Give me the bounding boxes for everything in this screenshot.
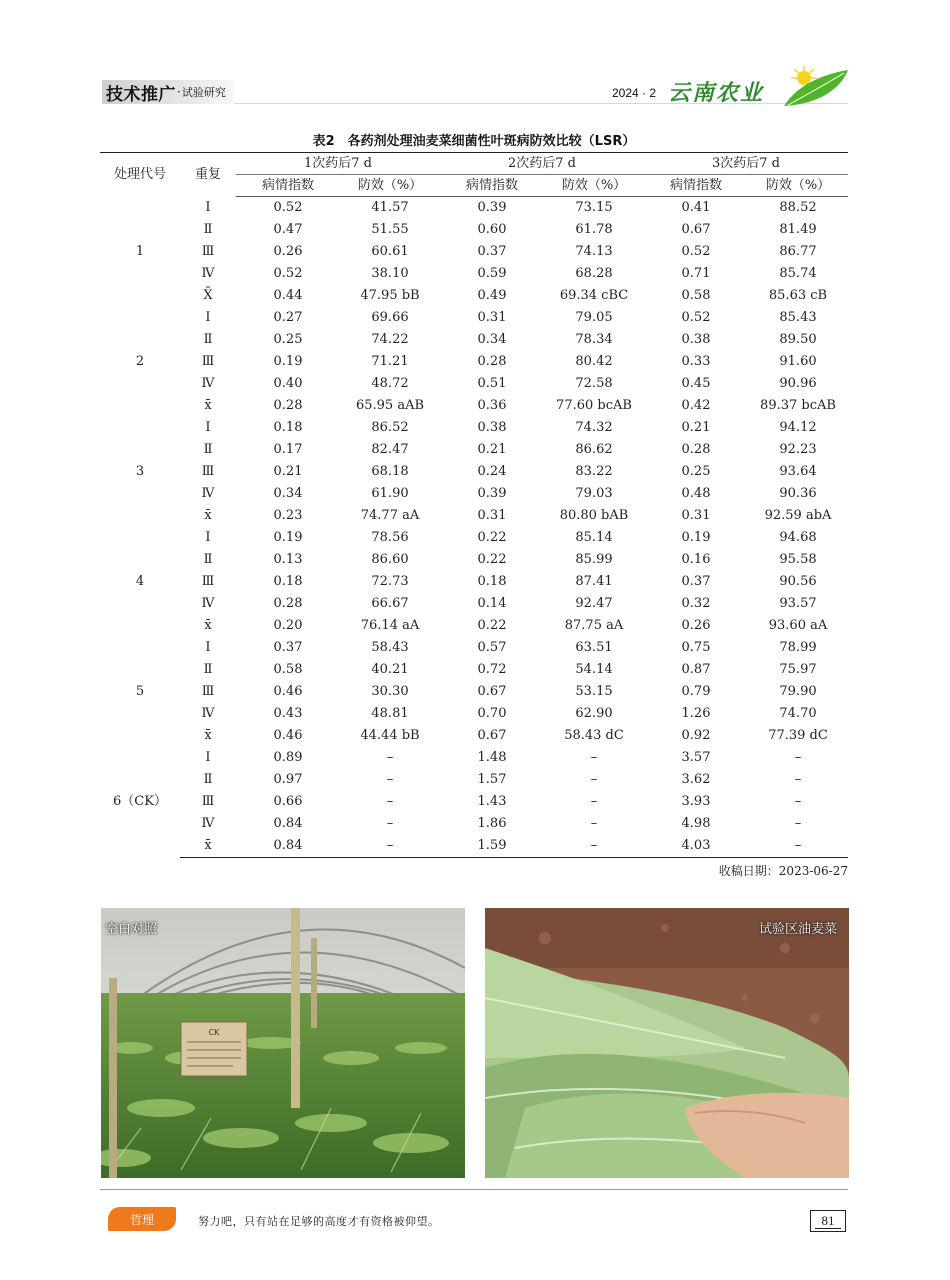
lettuce-photo-icon <box>485 908 849 1178</box>
replicate-cell: Ⅱ <box>203 662 213 677</box>
efficacy-cell: 44.44 bB <box>360 728 420 743</box>
disease-index-cell: 4.98 <box>681 816 711 831</box>
table-row <box>100 461 848 483</box>
disease-index-cell: 0.58 <box>273 662 303 677</box>
efficacy-cell: 38.10 <box>371 266 409 281</box>
efficacy-cell: 58.43 dC <box>564 728 624 743</box>
disease-index-cell: 0.32 <box>681 596 711 611</box>
photo-caption-left: 空白对照 <box>105 922 158 937</box>
replicate-cell: Ⅰ <box>205 750 211 765</box>
disease-index-cell: 0.39 <box>477 200 507 215</box>
replicate-cell: Ⅰ <box>205 420 211 435</box>
efficacy-cell: 90.36 <box>779 486 817 501</box>
treatment-code: 6（CK） <box>113 794 167 810</box>
table-row <box>100 219 848 241</box>
photo-caption-right: 试验区油麦菜 <box>758 922 837 937</box>
efficacy-cell: 77.60 bcAB <box>556 398 632 413</box>
disease-index-cell: 0.67 <box>477 728 507 743</box>
efficacy-cell: 91.60 <box>779 354 817 369</box>
efficacy-cell: – <box>794 794 802 809</box>
replicate-cell: Ⅰ <box>205 530 211 545</box>
efficacy-cell: 95.58 <box>779 552 817 567</box>
replicate-cell: Ⅳ <box>201 486 215 501</box>
disease-index-cell: 0.31 <box>681 508 711 523</box>
disease-index-cell: 0.28 <box>273 596 303 611</box>
efficacy-cell: 85.43 <box>779 310 817 325</box>
disease-index-cell: 0.34 <box>273 486 303 501</box>
disease-index-cell: 1.57 <box>477 772 507 787</box>
section-name: 技术推广 <box>106 84 176 105</box>
efficacy-cell: 74.32 <box>575 420 613 435</box>
table-row <box>100 835 848 858</box>
section-header <box>102 80 234 104</box>
disease-index-cell: 0.46 <box>273 728 303 743</box>
efficacy-cell: 86.62 <box>575 442 613 457</box>
table-row <box>100 681 848 703</box>
replicate-cell: Ⅲ <box>201 684 215 699</box>
table-row <box>100 615 848 637</box>
efficacy-cell: 85.74 <box>779 266 817 281</box>
disease-index-cell: 3.57 <box>681 750 711 765</box>
treatment-code: 4 <box>135 574 145 589</box>
disease-index-cell: 0.16 <box>681 552 711 567</box>
efficacy-cell: 54.14 <box>575 662 613 677</box>
replicate-cell: X̄ <box>203 288 213 303</box>
disease-index-cell: 0.38 <box>681 332 711 347</box>
disease-index-cell: 0.37 <box>273 640 303 655</box>
table-row <box>100 791 848 813</box>
table-row <box>100 527 848 549</box>
replicate-cell: x̄ <box>204 618 212 633</box>
issue-number: 2024 · 2 <box>612 86 657 100</box>
efficacy-cell: 40.21 <box>371 662 409 677</box>
section-separator: · <box>177 85 181 99</box>
header-efficacy: 防效（%） <box>340 175 440 197</box>
disease-index-cell: 0.21 <box>477 442 507 457</box>
header-replicate: 重复 <box>180 153 236 197</box>
disease-index-cell: 0.60 <box>477 222 507 237</box>
disease-index-cell: 0.67 <box>477 684 507 699</box>
disease-index-cell: 0.79 <box>681 684 711 699</box>
header-efficacy: 防效（%） <box>544 175 644 197</box>
efficacy-cell: 78.56 <box>371 530 409 545</box>
efficacy-cell: 86.60 <box>371 552 409 567</box>
table-row <box>100 197 848 220</box>
table-row <box>100 439 848 461</box>
efficacy-cell: 78.99 <box>779 640 817 655</box>
efficacy-cell: 89.37 bcAB <box>760 398 836 413</box>
efficacy-cell: 79.05 <box>575 310 613 325</box>
efficacy-cell: – <box>794 750 802 765</box>
disease-index-cell: 0.89 <box>273 750 303 765</box>
disease-index-cell: 0.38 <box>477 420 507 435</box>
efficacy-cell: 51.55 <box>371 222 409 237</box>
table-row <box>100 417 848 439</box>
efficacy-cell: 61.78 <box>575 222 613 237</box>
efficacy-cell: 60.61 <box>371 244 409 259</box>
replicate-cell: Ⅲ <box>201 574 215 589</box>
efficacy-cell: – <box>590 794 598 809</box>
efficacy-cell: 93.60 aA <box>768 618 828 633</box>
disease-index-cell: 0.52 <box>681 244 711 259</box>
table-row <box>100 351 848 373</box>
disease-index-cell: 0.71 <box>681 266 711 281</box>
efficacy-cell: 86.77 <box>779 244 817 259</box>
disease-index-cell: 0.49 <box>477 288 507 303</box>
table-row <box>100 373 848 395</box>
efficacy-cell: 41.57 <box>371 200 409 215</box>
table-row <box>100 747 848 769</box>
table-row <box>100 593 848 615</box>
table-row <box>100 329 848 351</box>
disease-index-cell: 0.18 <box>477 574 507 589</box>
efficacy-cell: 30.30 <box>371 684 409 699</box>
efficacy-cell: 92.59 abA <box>764 508 832 523</box>
disease-index-cell: 0.42 <box>681 398 711 413</box>
disease-index-cell: 0.17 <box>273 442 303 457</box>
table-row <box>100 703 848 725</box>
replicate-cell: Ⅰ <box>205 310 211 325</box>
disease-index-cell: 0.20 <box>273 618 303 633</box>
disease-index-cell: 0.92 <box>681 728 711 743</box>
efficacy-cell: 76.14 aA <box>360 618 420 633</box>
treatment-code: 1 <box>135 243 145 259</box>
efficacy-cell: 80.80 bAB <box>559 508 629 523</box>
efficacy-cell: – <box>590 772 598 787</box>
efficacy-cell: 83.22 <box>575 464 613 479</box>
disease-index-cell: 0.28 <box>273 398 303 413</box>
header-group-2: 2次药后7 d <box>440 153 644 175</box>
efficacy-cell: 82.47 <box>371 442 409 457</box>
efficacy-cell: 79.03 <box>575 486 613 501</box>
disease-index-cell: 0.41 <box>681 200 711 215</box>
efficacy-cell: 85.99 <box>575 552 613 567</box>
replicate-cell: x̄ <box>204 398 212 413</box>
efficacy-cell: 74.77 aA <box>360 508 420 523</box>
disease-index-cell: 0.59 <box>477 266 507 281</box>
efficacy-cell: – <box>386 750 394 765</box>
disease-index-cell: 0.47 <box>273 222 303 237</box>
disease-index-cell: 0.22 <box>477 552 507 567</box>
efficacy-cell: 89.50 <box>779 332 817 347</box>
efficacy-table <box>100 152 848 858</box>
efficacy-cell: 94.68 <box>779 530 817 545</box>
disease-index-cell: 0.72 <box>477 662 507 677</box>
greenhouse-photo-icon <box>101 908 465 1178</box>
replicate-cell: x̄ <box>180 835 236 858</box>
disease-index-cell: 1.26 <box>681 706 711 721</box>
table-row <box>100 285 848 307</box>
table-row <box>100 813 848 835</box>
disease-index-cell: 3.62 <box>681 772 711 787</box>
disease-index-cell: 0.25 <box>681 464 711 479</box>
disease-index-cell: 0.43 <box>273 706 303 721</box>
efficacy-cell: 68.18 <box>371 464 409 479</box>
table-row <box>100 549 848 571</box>
disease-index-cell: 0.26 <box>681 618 711 633</box>
efficacy-cell: 72.73 <box>371 574 409 589</box>
disease-index-cell: 0.52 <box>273 266 303 281</box>
disease-index-cell: 0.58 <box>681 288 711 303</box>
footer-quote: 努力吧，只有站在足够的高度才有资格被仰望。 <box>198 1215 440 1228</box>
disease-index-cell: 0.70 <box>477 706 507 721</box>
efficacy-cell: 85.63 cB <box>768 288 828 303</box>
received-date: 收稿日期：2023-06-27 <box>718 864 848 878</box>
efficacy-cell: – <box>748 835 848 858</box>
treatment-code: 5 <box>135 684 145 699</box>
disease-index-cell: 0.39 <box>477 486 507 501</box>
sun-leaf-logo-icon <box>778 64 850 108</box>
header-disease-index: 病情指数 <box>644 175 748 197</box>
efficacy-cell: – <box>544 835 644 858</box>
efficacy-cell: 61.90 <box>371 486 409 501</box>
disease-index-cell: 0.13 <box>273 552 303 567</box>
table-row <box>100 637 848 659</box>
efficacy-cell: – <box>386 816 394 831</box>
efficacy-cell: 90.96 <box>779 376 817 391</box>
disease-index-cell: 0.21 <box>273 464 303 479</box>
efficacy-cell: 69.34 cBC <box>559 288 629 303</box>
journal-brand: 云南农业 <box>668 80 765 106</box>
disease-index-cell: 0.37 <box>681 574 711 589</box>
efficacy-cell: 94.12 <box>779 420 817 435</box>
disease-index-cell: 0.31 <box>477 508 507 523</box>
header-treatment-code: 处理代号 <box>100 153 180 197</box>
replicate-cell: Ⅲ <box>201 794 215 809</box>
efficacy-cell: 93.64 <box>779 464 817 479</box>
header-group-3: 3次药后7 d <box>644 153 848 175</box>
replicate-cell: x̄ <box>204 508 212 523</box>
efficacy-cell: 75.97 <box>779 662 817 677</box>
efficacy-cell: – <box>794 816 802 831</box>
disease-index-cell: 0.19 <box>273 530 303 545</box>
efficacy-cell: 78.34 <box>575 332 613 347</box>
disease-index-cell: 0.19 <box>681 530 711 545</box>
efficacy-cell: 92.23 <box>779 442 817 457</box>
disease-index-cell: 0.84 <box>273 816 303 831</box>
disease-index-cell: 0.84 <box>236 835 340 858</box>
page-number: 81 <box>810 1210 846 1232</box>
efficacy-cell: – <box>794 772 802 787</box>
disease-index-cell: 0.67 <box>681 222 711 237</box>
disease-index-cell: 0.36 <box>477 398 507 413</box>
efficacy-cell: 62.90 <box>575 706 613 721</box>
disease-index-cell: 0.46 <box>273 684 303 699</box>
disease-index-cell: 0.19 <box>273 354 303 369</box>
efficacy-cell: 77.39 dC <box>768 728 828 743</box>
replicate-cell: Ⅱ <box>203 552 213 567</box>
replicate-cell: Ⅲ <box>201 354 215 369</box>
replicate-cell: Ⅳ <box>201 376 215 391</box>
efficacy-cell: 72.58 <box>575 376 613 391</box>
replicate-cell: Ⅰ <box>205 199 211 215</box>
replicate-cell: Ⅱ <box>203 772 213 787</box>
replicate-cell: Ⅲ <box>201 464 215 479</box>
disease-index-cell: 3.93 <box>681 794 711 809</box>
efficacy-cell: 87.41 <box>575 574 613 589</box>
efficacy-cell: – <box>340 835 440 858</box>
efficacy-cell: 80.42 <box>575 354 613 369</box>
disease-index-cell: 1.43 <box>477 794 507 809</box>
efficacy-cell: 63.51 <box>575 640 613 655</box>
replicate-cell: Ⅱ <box>203 442 213 457</box>
efficacy-cell: 93.57 <box>779 596 817 611</box>
efficacy-cell: 66.67 <box>371 596 409 611</box>
disease-index-cell: 0.40 <box>273 376 303 391</box>
efficacy-cell: 48.72 <box>371 376 409 391</box>
efficacy-cell: – <box>386 794 394 809</box>
table-row <box>100 241 848 263</box>
treatment-code: 3 <box>135 464 145 479</box>
disease-index-cell: 0.27 <box>273 310 303 325</box>
efficacy-cell: 74.70 <box>779 706 817 721</box>
efficacy-cell: 86.52 <box>371 420 409 435</box>
disease-index-cell: 0.44 <box>273 288 303 303</box>
table-row <box>100 659 848 681</box>
replicate-cell: Ⅳ <box>201 596 215 611</box>
efficacy-cell: 53.15 <box>575 684 613 699</box>
header-efficacy: 防效（%） <box>748 175 848 197</box>
disease-index-cell: 0.48 <box>681 486 711 501</box>
efficacy-cell: 69.66 <box>371 310 409 325</box>
disease-index-cell: 0.66 <box>273 794 303 809</box>
disease-index-cell: 0.14 <box>477 596 507 611</box>
efficacy-cell: 65.95 aAB <box>355 398 425 413</box>
table-row <box>100 307 848 329</box>
table-body <box>100 197 848 858</box>
disease-index-cell: 0.22 <box>477 530 507 545</box>
table-row <box>100 571 848 593</box>
efficacy-cell: 73.15 <box>575 200 613 215</box>
table-row <box>100 769 848 791</box>
efficacy-cell: 74.22 <box>371 332 409 347</box>
efficacy-cell: 90.56 <box>779 574 817 589</box>
disease-index-cell: 0.25 <box>273 332 303 347</box>
header-disease-index: 病情指数 <box>236 175 340 197</box>
table-row <box>100 505 848 527</box>
disease-index-cell: 0.87 <box>681 662 711 677</box>
efficacy-cell: 87.75 aA <box>564 618 624 633</box>
efficacy-cell: – <box>590 750 598 765</box>
efficacy-cell: 81.49 <box>779 222 817 237</box>
disease-index-cell: 0.18 <box>273 420 303 435</box>
disease-index-cell: 0.51 <box>477 376 507 391</box>
efficacy-cell: – <box>386 772 394 787</box>
photo-trial-lettuce <box>485 908 849 1178</box>
subsection-name: 试验研究 <box>181 86 226 99</box>
disease-index-cell: 0.75 <box>681 640 711 655</box>
replicate-cell: Ⅳ <box>201 706 215 721</box>
header-group-1: 1次药后7 d <box>236 153 440 175</box>
efficacy-cell: 71.21 <box>371 354 409 369</box>
efficacy-cell: 47.95 bB <box>360 288 420 303</box>
disease-index-cell: 0.21 <box>681 420 711 435</box>
replicate-cell: Ⅳ <box>201 816 215 831</box>
replicate-cell: Ⅰ <box>205 640 211 655</box>
replicate-cell: Ⅲ <box>201 244 215 259</box>
table-title: 表2 各药剂处理油麦菜细菌性叶斑病防效比较（LSR） <box>312 134 636 149</box>
table-row <box>100 263 848 285</box>
disease-index-cell: 0.31 <box>477 310 507 325</box>
disease-index-cell: 0.52 <box>273 200 303 215</box>
efficacy-cell: 88.52 <box>779 200 817 215</box>
disease-index-cell: 1.59 <box>440 835 544 858</box>
efficacy-cell: 48.81 <box>371 706 409 721</box>
replicate-cell: Ⅳ <box>201 266 215 281</box>
disease-index-cell: 1.48 <box>477 750 507 765</box>
disease-index-cell: 1.86 <box>477 816 507 831</box>
treatment-code: 2 <box>135 354 145 369</box>
efficacy-cell: 58.43 <box>371 640 409 655</box>
disease-index-cell: 0.22 <box>477 618 507 633</box>
disease-index-cell: 0.45 <box>681 376 711 391</box>
table-row <box>100 483 848 505</box>
sign-label: CK <box>208 1028 220 1037</box>
disease-index-cell: 0.28 <box>477 354 507 369</box>
disease-index-cell: 0.18 <box>273 574 303 589</box>
disease-index-cell: 0.23 <box>273 508 303 523</box>
photo-blank-control <box>101 908 465 1178</box>
disease-index-cell: 0.57 <box>477 640 507 655</box>
efficacy-cell: 92.47 <box>575 596 613 611</box>
disease-index-cell: 0.37 <box>477 244 507 259</box>
efficacy-cell: – <box>590 816 598 831</box>
disease-index-cell: 4.03 <box>644 835 748 858</box>
disease-index-cell: 0.24 <box>477 464 507 479</box>
efficacy-cell: 85.14 <box>575 530 613 545</box>
table-row <box>100 725 848 747</box>
philosophy-badge: 哲理 <box>108 1207 176 1231</box>
replicate-cell: Ⅱ <box>203 222 213 237</box>
footer-divider <box>100 1189 848 1190</box>
efficacy-cell: 68.28 <box>575 266 613 281</box>
efficacy-cell: 79.90 <box>779 684 817 699</box>
disease-index-cell: 0.26 <box>273 244 303 259</box>
efficacy-cell: 74.13 <box>575 244 613 259</box>
disease-index-cell: 0.28 <box>681 442 711 457</box>
disease-index-cell: 0.34 <box>477 332 507 347</box>
replicate-cell: Ⅱ <box>203 332 213 347</box>
disease-index-cell: 0.97 <box>273 772 303 787</box>
header-disease-index: 病情指数 <box>440 175 544 197</box>
disease-index-cell: 0.52 <box>681 310 711 325</box>
table-row <box>100 395 848 417</box>
replicate-cell: x̄ <box>204 728 212 743</box>
disease-index-cell: 0.33 <box>681 354 711 369</box>
